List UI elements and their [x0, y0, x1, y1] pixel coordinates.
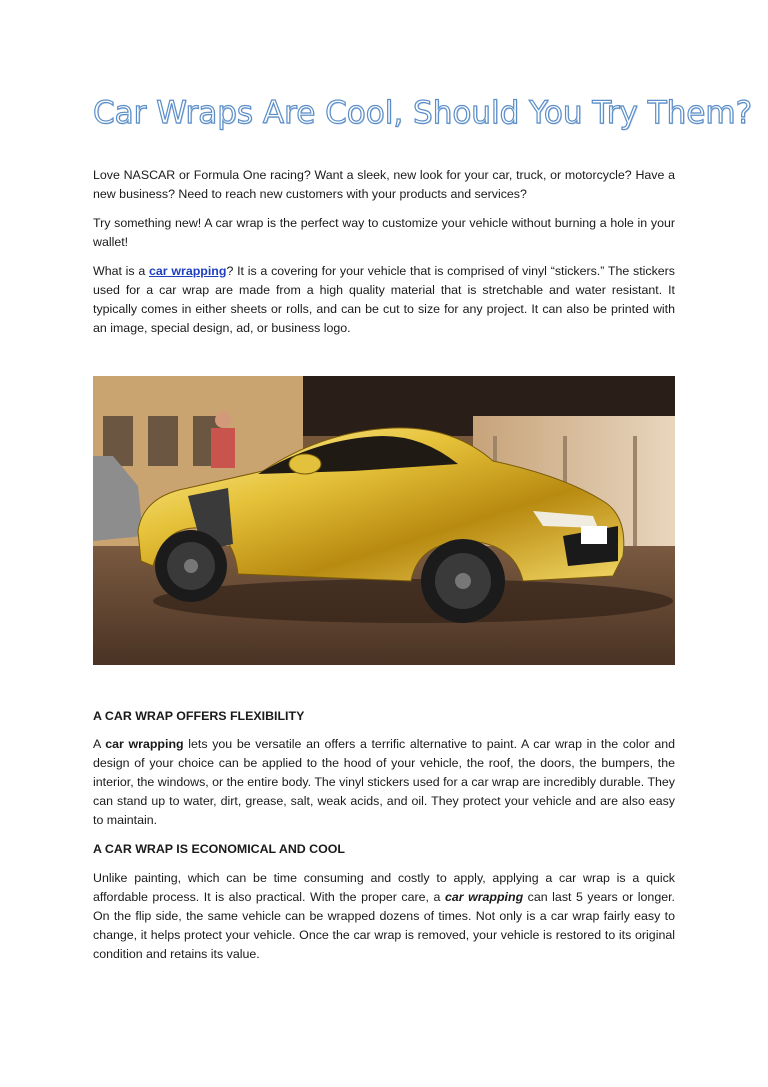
page-title: Car Wraps Are Cool, Should You Try Them? — [93, 95, 753, 131]
economical-text-rest: can last 5 years or longer. On the flip side, the same vehicle can be wrapped dozens of times. Not only is a car wrap fairly easy to change, it helps protect your vehicle. Once the car wrap is removed, your vehicle is restored to its original condition and retains its value. — [93, 890, 675, 961]
flexibility-bold-term: car wrapping — [105, 737, 184, 751]
section-economical-paragraph — [93, 869, 675, 964]
intro-paragraph-3-start: What is a — [93, 264, 150, 278]
economical-bold-term: car wrapping — [444, 890, 524, 904]
intro-paragraph-1: Love NASCAR or Formula One racing? Want a sleek, new look for your car, truck, or motorcycle? Have a new business? Need to reach new customers with your products and services? — [93, 168, 675, 201]
section-flexibility-heading: A CAR WRAP OFFERS FLEXIBILITY — [93, 709, 305, 723]
flexibility-text-rest: lets you be versatile an offers a terrific alternative to paint. A car wrap in the color and design of your choice can be applied to the hood of your vehicle, the roof, the doors, the bumpers, the interior, the windows, or the entire body. The vinyl stickers used for a car wrap are incredibly durable. They can stand up to water, dirt, grease, salt, weak acids, and oil. They protect your vehicle and are also easy to maintain. — [93, 737, 675, 827]
economical-text-start: Unlike painting, which can be time consuming and costly to apply, applying a car wrap is a quick affordable process. It is also practical. With the proper care, a — [93, 871, 675, 904]
intro-paragraph-2: Try something new! A car wrap is the perfect way to customize your vehicle without burning a hole in your wallet! — [93, 216, 675, 249]
intro-paragraph-3-rest: ? It is a covering for your vehicle that is comprised of vinyl “stickers.” The stickers used for a car wrap are made from a high quality material that is stretchable and water resistant. It typically comes in either sheets or rolls, and can be cut to size for any project. It can also be printed with an image, special design, ad, or business logo. — [93, 264, 675, 335]
intro-paragraph-3 — [93, 262, 675, 338]
section-flexibility-paragraph — [93, 735, 675, 830]
gold-car-photo — [93, 376, 675, 665]
gold-car-illustration — [93, 376, 675, 665]
flexibility-text-start: A — [93, 737, 106, 751]
car-wrapping-link[interactable]: car wrapping — [149, 264, 227, 278]
section-economical-heading: A CAR WRAP IS ECONOMICAL AND COOL — [93, 842, 345, 856]
